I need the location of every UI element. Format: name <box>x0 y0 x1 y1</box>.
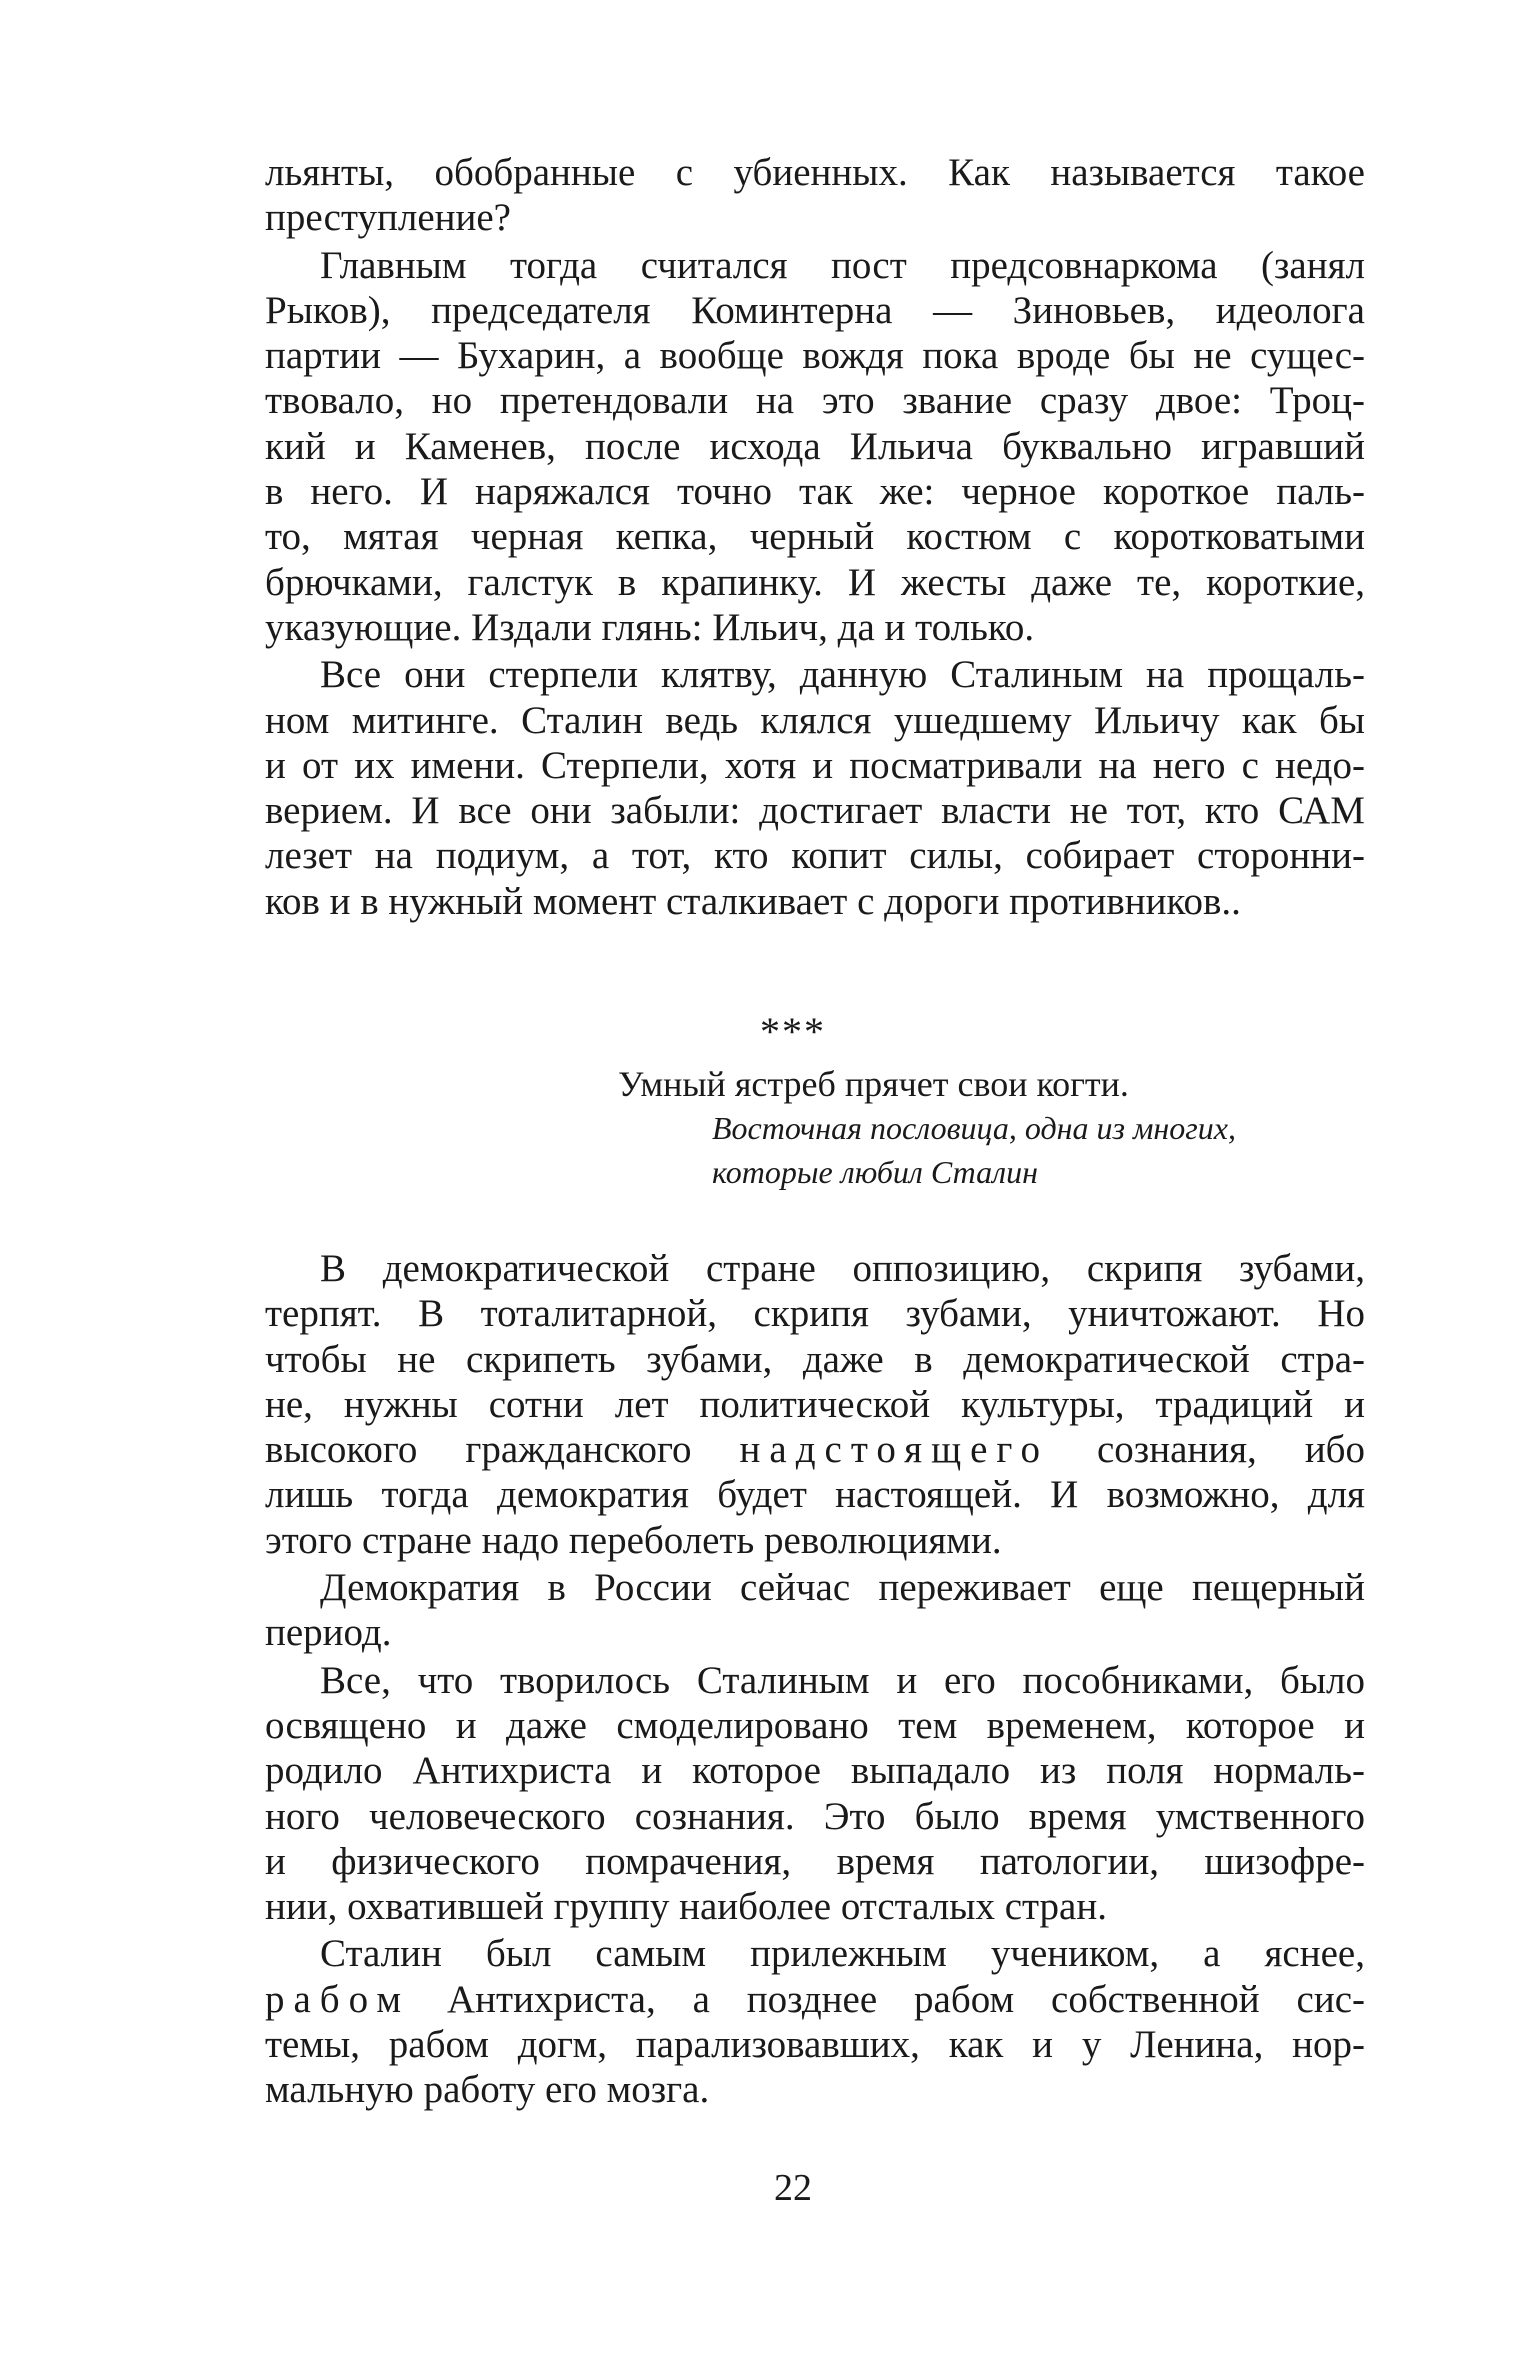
text-line: В демократической стране оппозицию, скрипя зубами, <box>320 1247 1365 1290</box>
text-line: период. <box>265 1611 392 1655</box>
text-line: в него. И наряжался точно так же: черное короткое паль- <box>265 470 1365 514</box>
paragraph <box>265 1246 1365 1563</box>
text-line: то, мятая черная кепка, черный костюм с коротковатыми <box>265 515 1365 559</box>
text-fragment: сознания, ибо <box>1096 1428 1366 1472</box>
text-line: и физического помрачения, время патологии, шизофре- <box>265 1839 1365 1883</box>
text-line: нии, охватившей группу наиболее отсталых стран. <box>265 1885 1107 1929</box>
text-line: Рыков), председателя Коминтерна — Зиновьев, идеолога <box>265 288 1365 332</box>
paragraph <box>265 1565 1365 1656</box>
text-line: лишь тогда демократия будет настоящей. И возможно, для <box>265 1473 1365 1517</box>
text-line: Все они стерпели клятву, данную Сталиным на прощаль- <box>320 653 1365 697</box>
text-line: ном митинге. Сталин ведь клялся ушедшему Ильичу как бы <box>265 698 1365 742</box>
text-line: Все, что творилось Сталиным и его пособниками, было <box>320 1658 1365 1702</box>
text-line: Сталин был самым прилежным учеником, а яснее, <box>320 1932 1365 1976</box>
text-line: освящено и даже смоделировано тем временем, которое и <box>265 1703 1365 1747</box>
text-line: мальную работу его мозга. <box>265 2068 710 2112</box>
epigraph-source: которые любил Сталин <box>712 1154 1038 1190</box>
text-line: лезет на подиум, а тот, кто копит силы, собирает сторонни- <box>265 834 1365 878</box>
text-line: родило Антихриста и которое выпадало из поля нормаль- <box>265 1749 1365 1793</box>
spaced-emphasis: рабом <box>265 1977 411 2021</box>
text-line: ков и в нужный момент сталкивает с дороги противников.. <box>265 879 1241 923</box>
text-line: Главным тогда считался пост предсовнаркома (занял <box>320 243 1365 287</box>
text-line: указующие. Издали глянь: Ильич, да и только. <box>265 605 1035 649</box>
epigraph-source: Восточная пословица, одна из многих, <box>712 1110 1236 1146</box>
section-bottom <box>265 1246 1365 2113</box>
text-line: ного человеческого сознания. Это было время умственного <box>265 1794 1365 1838</box>
paragraph <box>265 652 1365 924</box>
text-line: не, нужны сотни лет политической культуры, традиций и <box>265 1382 1365 1426</box>
text-line: льянты, обобранные с убиенных. Как называется такое <box>265 151 1365 194</box>
section-separator: *** <box>760 1009 826 1054</box>
text-fragment: высокого гражданского <box>265 1428 692 1472</box>
text-line: чтобы не скрипеть зубами, даже в демократической стра- <box>265 1337 1365 1381</box>
text-line: кий и Каменев, после исхода Ильича буквально игравший <box>265 424 1365 468</box>
text-line: брючками, галстук в крапинку. И жесты даже те, короткие, <box>265 560 1365 604</box>
text-line: темы, рабом догм, парализовавших, как и у Ленина, нор- <box>265 2023 1365 2067</box>
page-number: 22 <box>774 2167 812 2209</box>
text-line: терпят. В тоталитарной, скрипя зубами, уничтожают. Но <box>265 1292 1365 1336</box>
text-line <box>265 1427 1365 1472</box>
spaced-emphasis: надстоящего <box>739 1428 1049 1472</box>
paragraph <box>265 243 1365 651</box>
text-fragment: Антихриста, а позднее рабом собственной сис- <box>446 1977 1365 2021</box>
text-line: и от их имени. Стерпели, хотя и посматривали на него с недо- <box>265 743 1365 787</box>
paragraph <box>265 1931 1365 2112</box>
text-line: преступление? <box>265 196 511 240</box>
text-line: этого стране надо переболеть революциями. <box>265 1518 1002 1562</box>
text-line <box>265 1977 1365 2022</box>
epigraph <box>618 1062 1236 1194</box>
text-line: Демократия в России сейчас переживает еще пещерный <box>320 1566 1365 1610</box>
section-top <box>265 150 1365 924</box>
text-line: партии — Бухарин, а вообще вождя пока вроде бы не сущес- <box>265 334 1365 378</box>
text-line: верием. И все они забыли: достигает власти не тот, кто САМ <box>265 789 1365 833</box>
epigraph-quote: Умный ястреб прячет свои когти. <box>618 1064 1129 1104</box>
paragraph <box>265 150 1365 241</box>
paragraph <box>265 1658 1365 1930</box>
text-line: твовало, но претендовали на это звание сразу двое: Троц- <box>265 379 1365 423</box>
